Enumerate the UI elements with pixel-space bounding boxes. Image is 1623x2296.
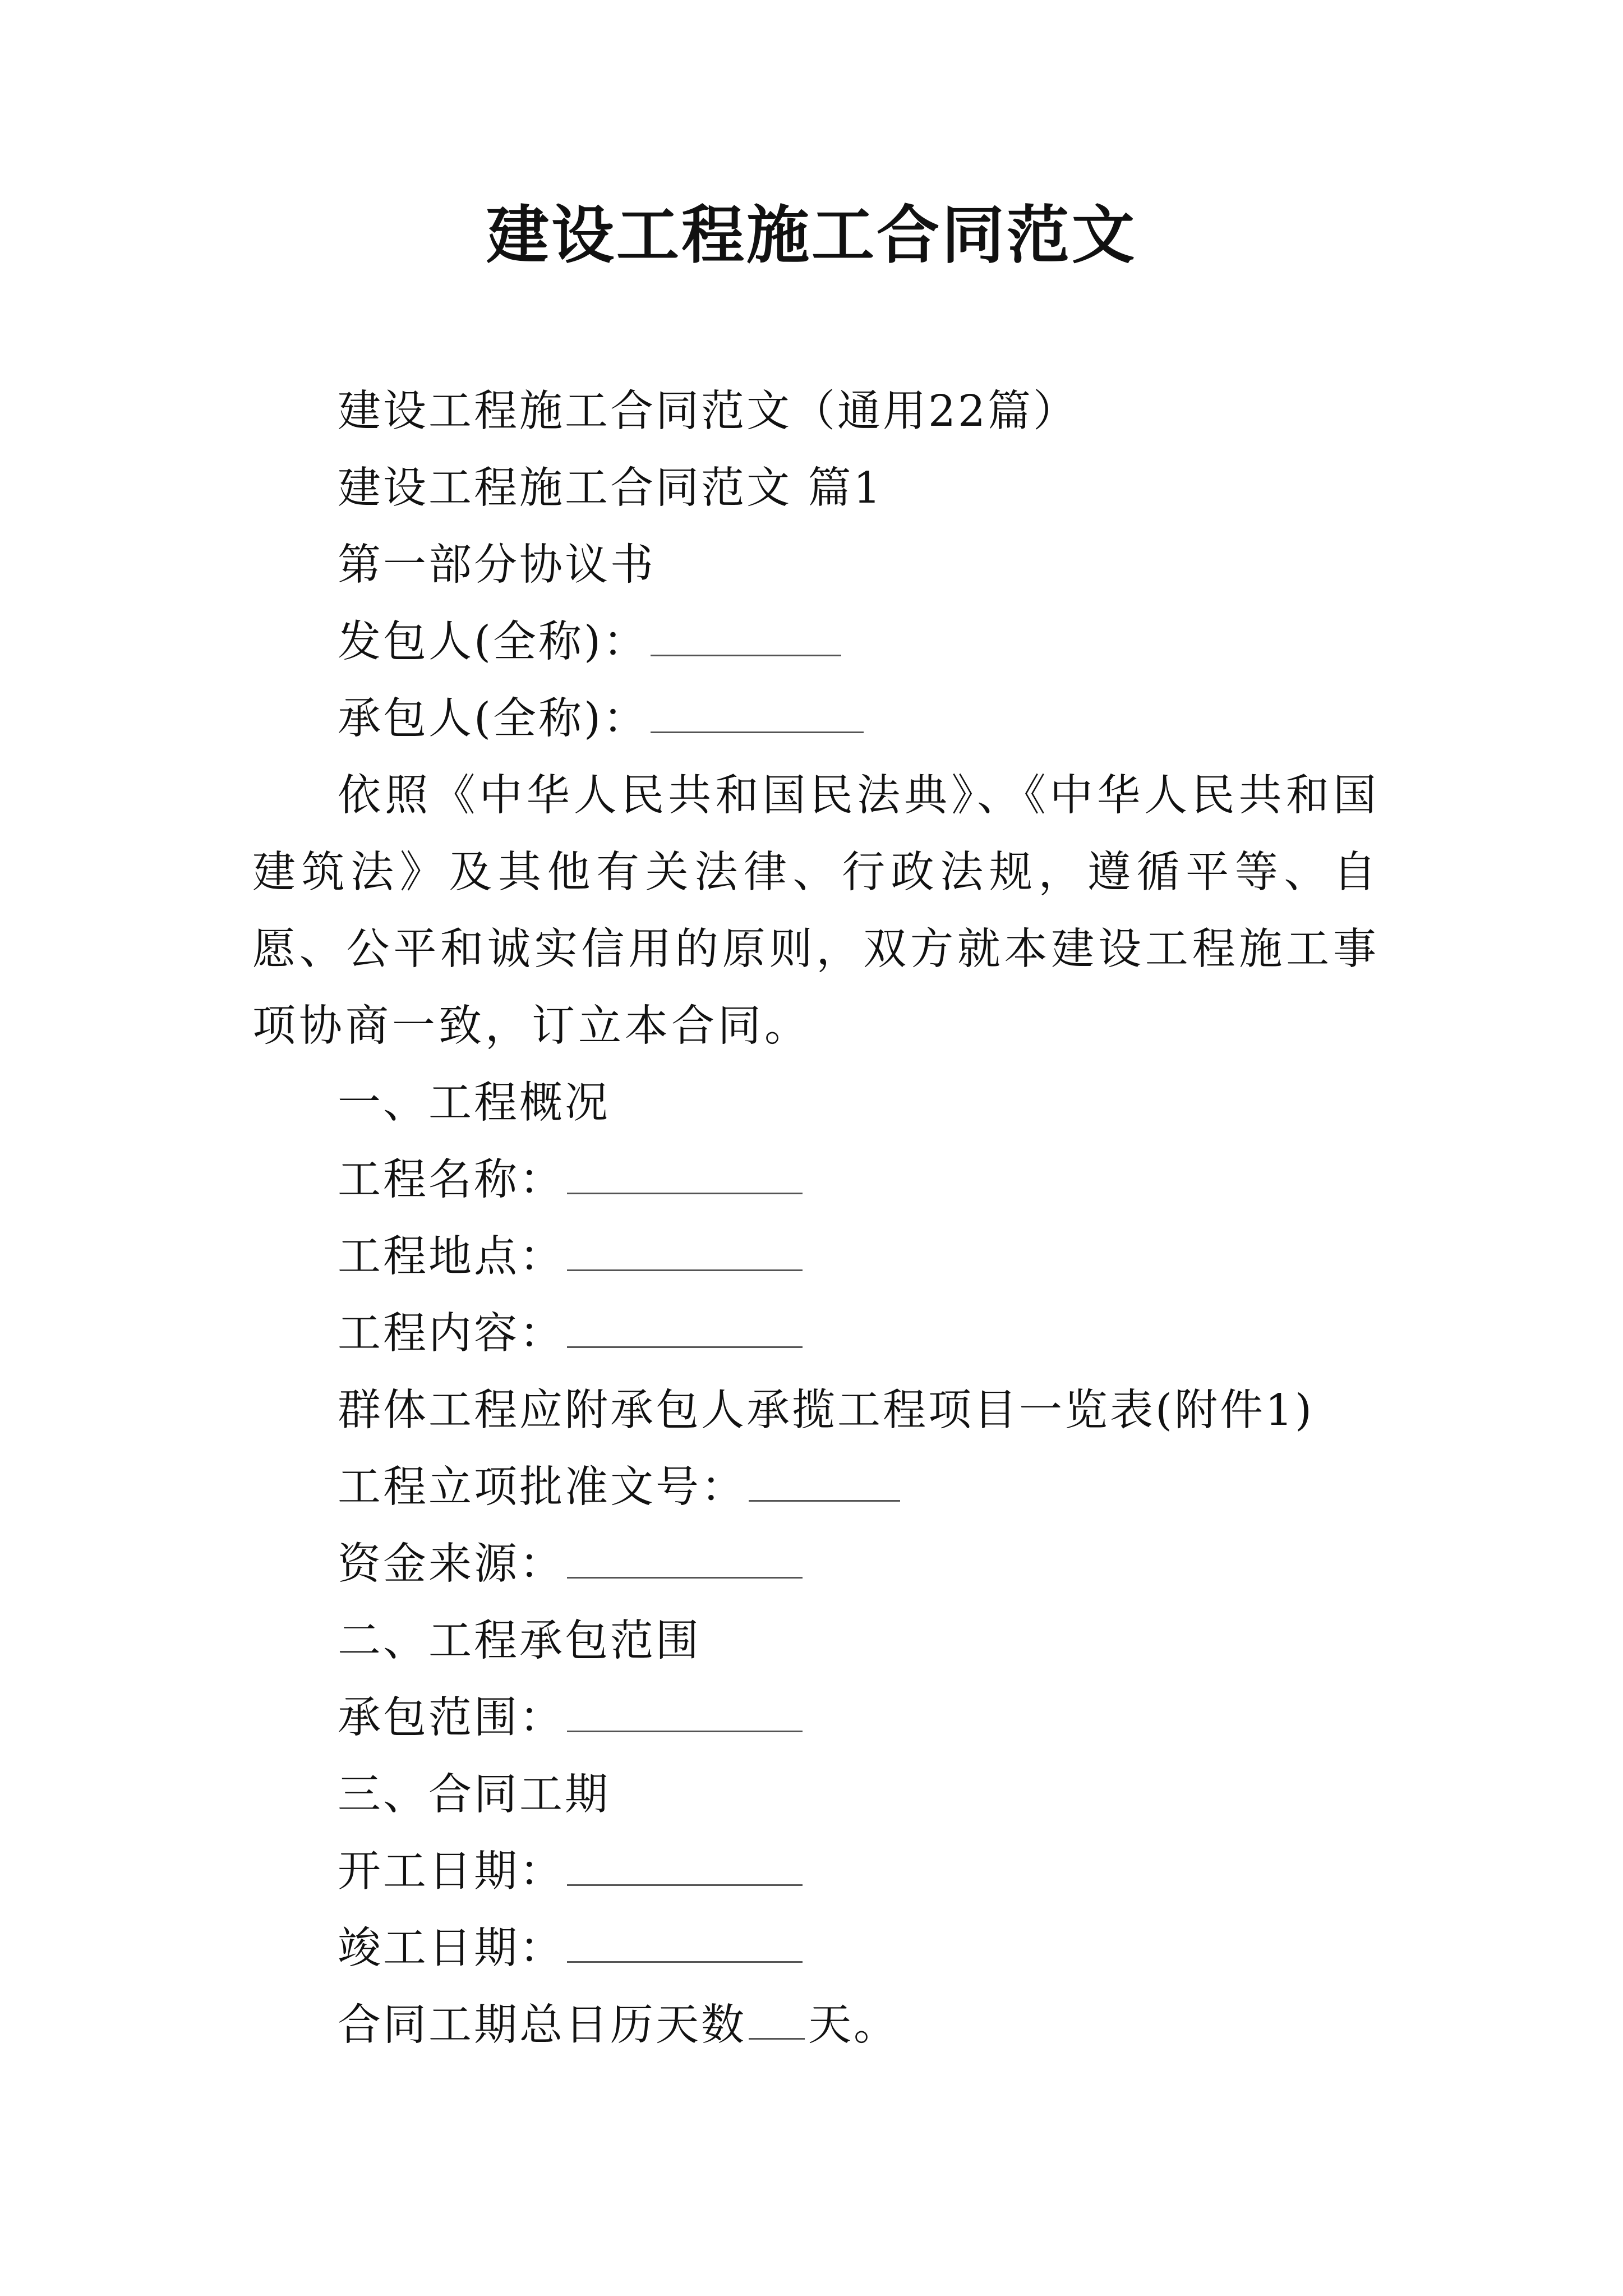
document-title: 建设工程施工合同范文: [486, 199, 1137, 272]
completion-date-line: [252, 1910, 1380, 1987]
completion-date-blank: [567, 1926, 803, 1963]
project-name-blank: [567, 1158, 803, 1194]
scope-label: 承包范围：: [338, 1693, 565, 1743]
approval-no-label: 工程立项批准文号：: [338, 1462, 746, 1512]
contractor-label: 承包人(全称)：: [338, 694, 649, 744]
document-body: [252, 373, 1380, 2064]
completion-date-label: 竣工日期：: [338, 1924, 565, 1973]
basis-paragraph: 依照《中华人民共和国民法典》、《中华人民共和国建筑法》及其他有关法律、行政法规，遵循平等、自愿、公平和诚实信用的原则，双方就本建设工程施工事项协商一致，订立本合同。: [252, 771, 1380, 1051]
funding-source-blank: [567, 1542, 803, 1579]
contractor-blank: [651, 697, 864, 733]
part-heading: 第一部分协议书: [338, 540, 656, 590]
chapter-heading: 建设工程施工合同范文 篇1: [338, 463, 883, 513]
project-name-label: 工程名称：: [338, 1155, 565, 1205]
section-heading-overview: 一、工程概况: [338, 1078, 610, 1128]
funding-source-line: [252, 1526, 1380, 1603]
scope-blank: [567, 1696, 803, 1732]
total-days-line: [252, 1987, 1380, 2064]
project-location-line: [252, 1218, 1380, 1295]
project-content-line: [252, 1295, 1380, 1372]
employer-label: 发包人(全称)：: [338, 617, 649, 667]
project-content-blank: [567, 1312, 803, 1348]
section-heading-period: 三、合同工期: [338, 1770, 610, 1820]
total-days-prefix: 合同工期总日历天数: [338, 2000, 746, 2050]
document-subtitle: 建设工程施工合同范文（通用22篇）: [338, 386, 1078, 436]
project-location-blank: [567, 1235, 803, 1271]
employer-blank: [651, 620, 841, 656]
start-date-line: [252, 1833, 1380, 1910]
total-days-suffix: 天。: [808, 2000, 899, 2050]
total-days-blank: [749, 2003, 805, 2040]
start-date-blank: [567, 1849, 803, 1886]
contractor-line: [252, 680, 1380, 757]
employer-line: [252, 604, 1380, 680]
project-location-label: 工程地点：: [338, 1232, 565, 1282]
funding-source-label: 资金来源：: [338, 1539, 565, 1589]
project-name-line: [252, 1142, 1380, 1218]
project-content-label: 工程内容：: [338, 1309, 565, 1359]
approval-no-line: [252, 1449, 1380, 1526]
scope-line: [252, 1680, 1380, 1756]
start-date-label: 开工日期：: [338, 1847, 565, 1897]
group-project-note: 群体工程应附承包人承揽工程项目一览表(附件1): [338, 1386, 1315, 1435]
approval-no-blank: [749, 1465, 900, 1502]
section-heading-scope: 二、工程承包范围: [338, 1616, 701, 1666]
